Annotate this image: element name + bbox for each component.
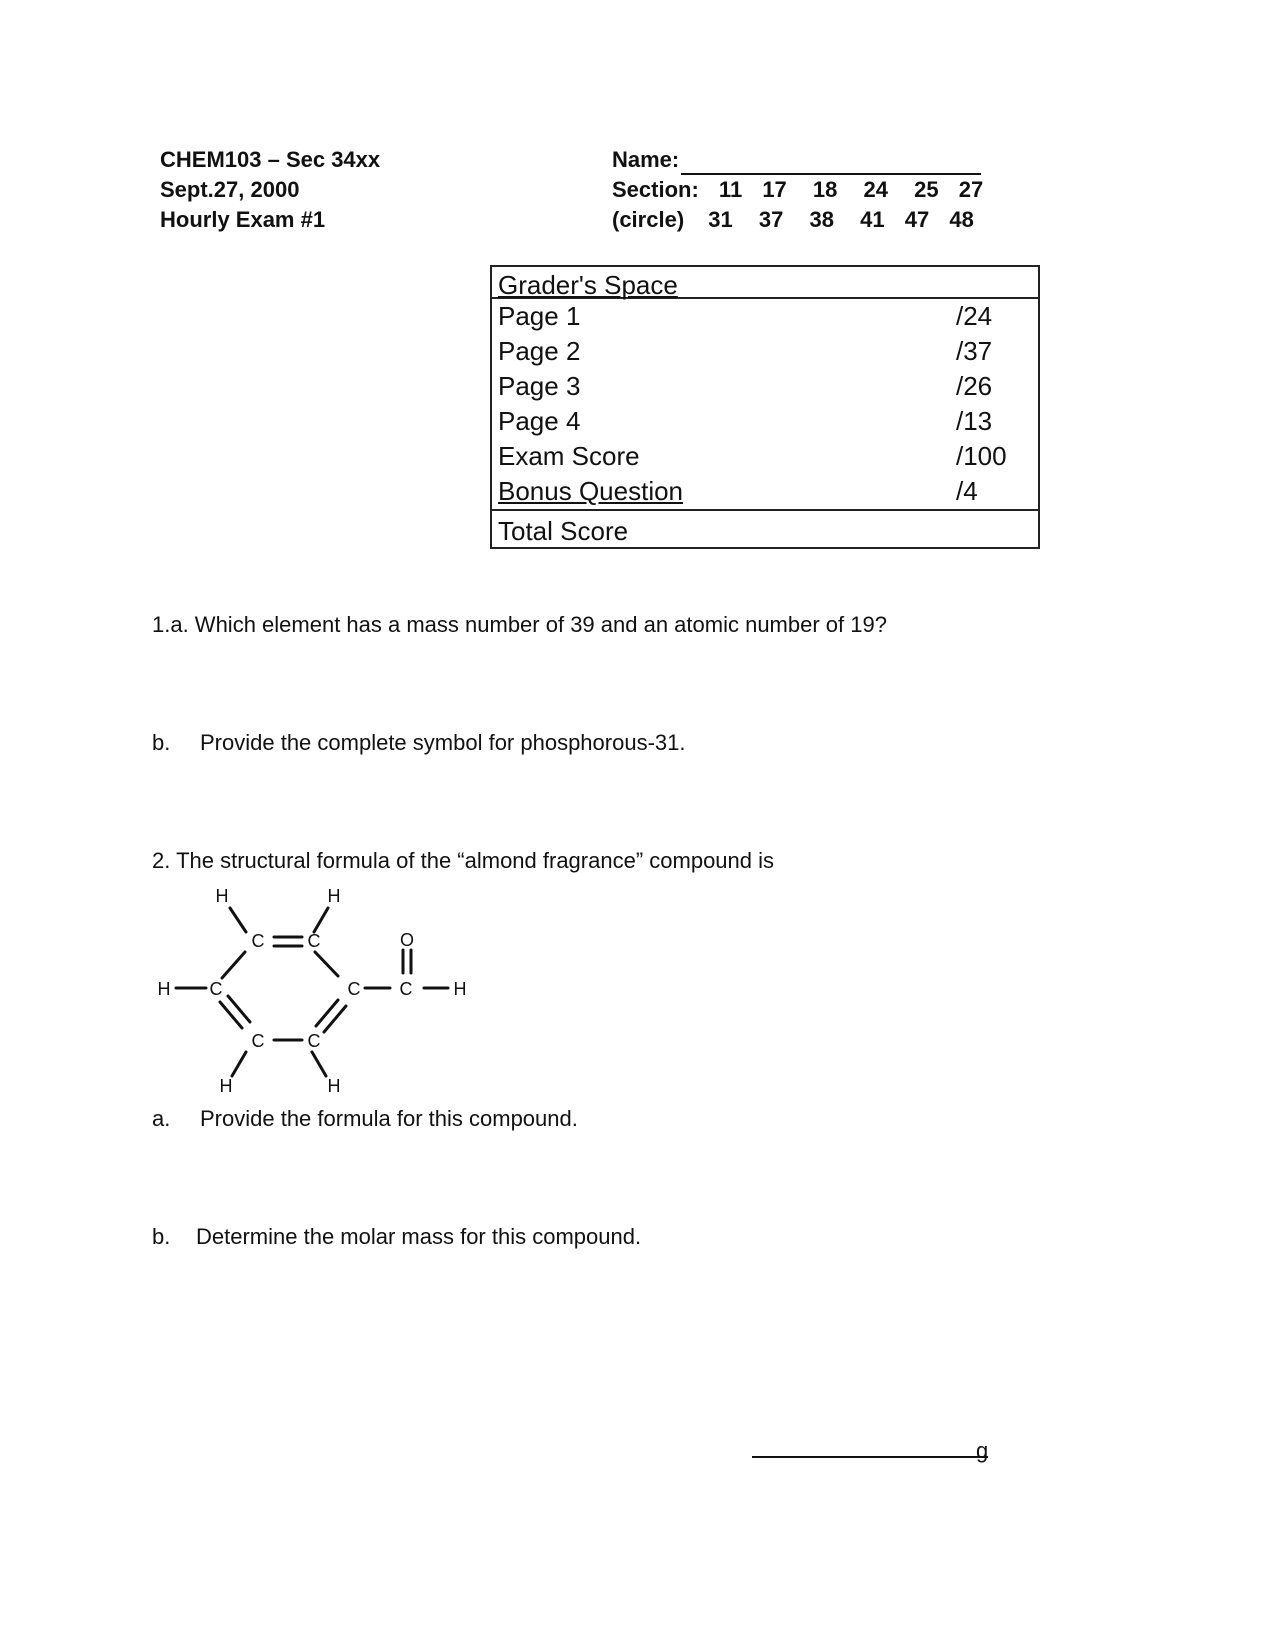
grader-row-value: /26 (956, 371, 993, 401)
graders-space-table (490, 265, 1040, 549)
circle-label: (circle) (612, 207, 685, 232)
grader-row-value: /4 (956, 476, 978, 506)
exam-header-left (160, 145, 380, 235)
atom-c: C (307, 931, 321, 951)
atom-h: H (157, 979, 171, 999)
grader-row (492, 369, 1038, 404)
section-label: Section: (612, 177, 699, 202)
section-option[interactable]: 11 (718, 177, 743, 202)
exam-date: Sept.27, 2000 (160, 177, 300, 202)
unit-label: g (976, 1438, 989, 1463)
grader-row (492, 299, 1038, 334)
question-2a (152, 1106, 578, 1132)
bond-line (324, 1006, 346, 1032)
grader-row-label: Bonus Question (498, 476, 684, 506)
grader-row-label: Page 3 (498, 371, 581, 401)
atom-c: C (399, 979, 413, 999)
grader-row-label: Page 1 (498, 301, 581, 331)
question-2b (152, 1224, 641, 1250)
exam-title: Hourly Exam #1 (160, 207, 326, 232)
student-info (612, 145, 983, 235)
bond-line (222, 952, 245, 978)
section-option[interactable]: 31 (708, 207, 733, 232)
question-marker: a. (152, 1106, 171, 1131)
grader-row-label: Page 4 (498, 406, 581, 436)
section-option[interactable]: 47 (904, 207, 930, 232)
question-1b (152, 730, 685, 756)
atom-c: C (347, 979, 361, 999)
grader-row-label: Page 2 (498, 336, 581, 366)
section-option[interactable]: 17 (762, 177, 787, 202)
benzaldehyde-structure (150, 880, 490, 1095)
atom-c: C (209, 979, 223, 999)
section-option[interactable]: 27 (958, 177, 984, 202)
section-row-1 (612, 175, 983, 205)
question-text: Provide the complete symbol for phosphorous-31. (200, 730, 686, 755)
question-text: Determine the molar mass for this compound. (196, 1224, 642, 1249)
course-title: CHEM103 – Sec 34xx (160, 147, 381, 172)
grader-row-value: /37 (956, 336, 993, 366)
section-row-2 (612, 205, 983, 235)
grader-row (492, 439, 1038, 474)
bond-line (312, 1052, 326, 1076)
question-marker: b. (152, 730, 171, 755)
bond-line (220, 1002, 242, 1028)
grader-row-value: /100 (956, 441, 1007, 471)
name-label: Name: (612, 147, 680, 172)
section-option[interactable]: 41 (860, 207, 885, 232)
bond-line (230, 908, 246, 932)
atom-h: H (215, 886, 229, 906)
atom-h: H (327, 886, 341, 906)
atom-c: C (307, 1031, 321, 1051)
question-1a: 1.a. Which element has a mass number of 39 and an atomic number of 19? (152, 612, 887, 637)
name-line (612, 145, 983, 175)
question-text: Provide the formula for this compound. (200, 1106, 578, 1131)
bond-line (315, 952, 338, 976)
grader-row-bonus (492, 474, 1038, 511)
name-field[interactable] (681, 151, 981, 175)
section-option[interactable]: 18 (812, 177, 838, 202)
graders-space-title: Grader's Space (492, 267, 1038, 299)
atom-c: C (251, 1031, 265, 1051)
grader-row-value: /24 (956, 301, 993, 331)
bond-line (232, 1052, 246, 1076)
question-marker: b. (152, 1224, 171, 1249)
total-score-label: Total Score (498, 516, 629, 546)
atom-o: O (399, 930, 415, 950)
bond-line (314, 908, 328, 932)
atom-h: H (327, 1076, 341, 1095)
bond-line (228, 996, 250, 1022)
section-option[interactable]: 24 (863, 177, 889, 202)
question-2: 2. The structural formula of the “almond fragrance” compound is (152, 848, 775, 873)
grader-row-value: /13 (956, 406, 993, 436)
atom-c: C (251, 931, 265, 951)
section-option[interactable]: 38 (809, 207, 834, 232)
atom-h: H (219, 1076, 233, 1095)
section-option[interactable]: 37 (758, 207, 784, 232)
section-option[interactable]: 25 (914, 177, 939, 202)
grader-row (492, 334, 1038, 369)
grader-row-label: Exam Score (498, 441, 640, 471)
grader-row (492, 404, 1038, 439)
bond-line (316, 1000, 338, 1026)
molar-mass-answer-line[interactable] (752, 1456, 988, 1458)
atom-h: H (453, 979, 467, 999)
section-option[interactable]: 48 (949, 207, 974, 232)
